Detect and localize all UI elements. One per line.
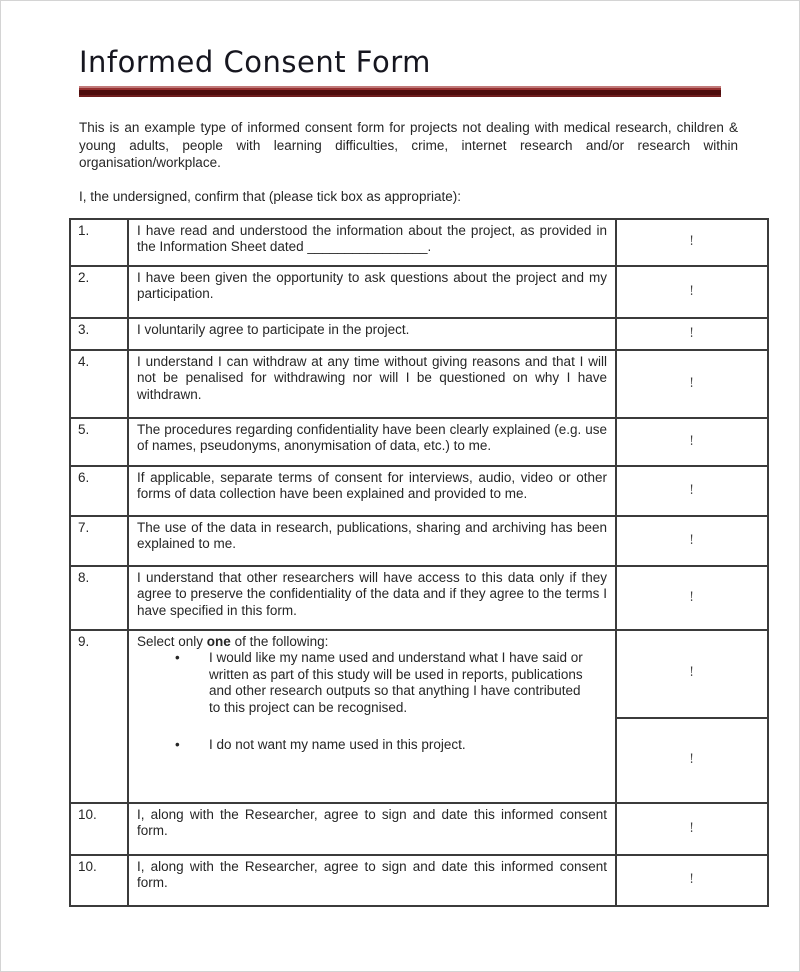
tick-box-cell[interactable]	[617, 631, 767, 717]
table-row-select-one	[70, 630, 768, 803]
bullet-icon: •	[175, 650, 180, 665]
tick-box-cell[interactable]	[616, 219, 768, 266]
item-number: 7.	[70, 516, 128, 566]
table-row	[70, 350, 768, 418]
checkbox-icon: !	[689, 325, 695, 341]
checkbox-icon: !	[689, 751, 695, 767]
confirm-instruction: I, the undersigned, confirm that (please tick box as appropriate):	[79, 188, 461, 204]
table-row	[70, 855, 768, 906]
tick-box-cell[interactable]	[616, 803, 768, 855]
table-row	[70, 566, 768, 630]
checkbox-icon: !	[689, 482, 695, 498]
tick-box-cell[interactable]	[616, 418, 768, 466]
item-number: 5.	[70, 418, 128, 466]
bullet-option-label: I do not want my name used in this project.	[209, 737, 466, 752]
table-row	[70, 418, 768, 466]
tick-box-cell[interactable]	[617, 717, 767, 802]
item-statement: I, along with the Researcher, agree to sign and date this informed consent form.	[128, 803, 616, 855]
item-number: 3.	[70, 318, 128, 350]
checkbox-icon: !	[689, 589, 695, 605]
bullet-option-label: I would like my name used and understand what I have said or written as part of this study will be used in reports, publications and other research outputs so that anything I have contributed to this project can be recognised.	[209, 650, 583, 715]
checkbox-icon: !	[689, 375, 695, 391]
item-statement: I understand that other researchers will have access to this data only if they agree to preserve the confidentiality of the data and if they agree to the terms I have specified in this form.	[128, 566, 616, 630]
consent-statements-table	[69, 218, 769, 907]
item-number: 1.	[70, 219, 128, 266]
checkbox-icon: !	[689, 532, 695, 548]
table-row	[70, 516, 768, 566]
title-divider-rule	[79, 86, 721, 97]
table-row	[70, 318, 768, 350]
checkbox-icon: !	[689, 820, 695, 836]
table-row	[70, 803, 768, 855]
tick-box-cell[interactable]	[616, 266, 768, 318]
consent-form-page	[1, 1, 799, 907]
checkbox-icon: !	[689, 433, 695, 449]
tick-box-cell[interactable]	[616, 516, 768, 566]
item-statement: I, along with the Researcher, agree to sign and date this informed consent form.	[128, 855, 616, 906]
checkbox-icon: !	[689, 665, 695, 681]
item-statement: I have read and understood the information about the project, as provided in the Information Sheet dated ________________.	[128, 219, 616, 266]
checkbox-icon: !	[689, 234, 695, 250]
item-number: 4.	[70, 350, 128, 418]
bullet-option-name-not-used	[175, 737, 607, 754]
intro-paragraph: This is an example type of informed consent form for projects not dealing with medical research, children & young adults, people with learning difficulties, crime, internet research and/or research within organisation/workplace.	[79, 120, 738, 170]
table-row	[70, 219, 768, 266]
item-statement: The use of the data in research, publications, sharing and archiving has been explained to me.	[128, 516, 616, 566]
tick-box-cell[interactable]	[616, 855, 768, 906]
tick-box-cell[interactable]	[616, 318, 768, 350]
tick-box-cell[interactable]	[616, 466, 768, 516]
item-statement: The procedures regarding confidentiality have been clearly explained (e.g. use of names, pseudonyms, anonymisation of data, etc.) to me.	[128, 418, 616, 466]
item-statement: I understand I can withdraw at any time without giving reasons and that I will not be penalised for withdrawing nor will I be questioned on why I have withdrawn.	[128, 350, 616, 418]
item-number: 9.	[70, 630, 128, 803]
bullet-icon: •	[175, 737, 180, 752]
item-statement-select	[128, 630, 616, 803]
item-statement: If applicable, separate terms of consent for interviews, audio, video or other forms of data collection have been explained and provided to me.	[128, 466, 616, 516]
item-number: 10.	[70, 803, 128, 855]
item-number: 6.	[70, 466, 128, 516]
item-statement: I voluntarily agree to participate in the project.	[128, 318, 616, 350]
item-number: 8.	[70, 566, 128, 630]
page-title: Informed Consent Form	[79, 45, 431, 79]
item-number: 10.	[70, 855, 128, 906]
checkbox-icon: !	[689, 283, 695, 299]
tick-box-stack	[617, 631, 767, 802]
select-one-instruction: Select only one of the following:	[137, 633, 329, 649]
checkbox-icon: !	[689, 872, 695, 888]
table-row	[70, 266, 768, 318]
table-row	[70, 466, 768, 516]
item-statement: I have been given the opportunity to ask questions about the project and my participation.	[128, 266, 616, 318]
bullet-option-name-used	[175, 650, 607, 716]
tick-box-cell[interactable]	[616, 566, 768, 630]
item-number: 2.	[70, 266, 128, 318]
tick-box-cell[interactable]	[616, 350, 768, 418]
tick-box-cell-split	[616, 630, 768, 803]
bold-one: one	[206, 633, 231, 649]
